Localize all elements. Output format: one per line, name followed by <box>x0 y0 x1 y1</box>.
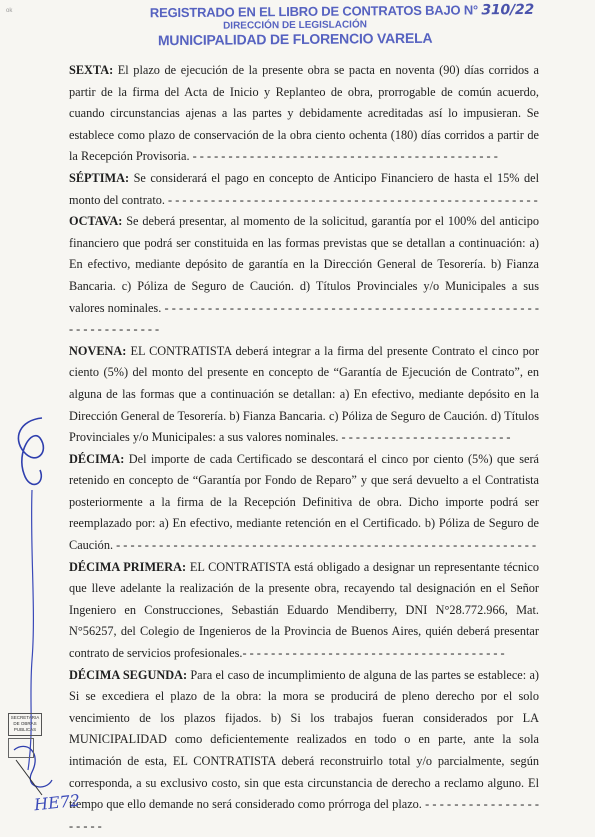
stamp-line-3: MUNICIPALIDAD DE FLORENCIO VARELA <box>157 29 433 49</box>
clause-heading: SÉPTIMA: <box>69 170 130 185</box>
seal-mark <box>8 738 34 758</box>
document-body <box>69 60 539 837</box>
stamp-line-1: REGISTRADO EN EL LIBRO DE CONTRATOS BAJO N° <box>149 2 479 21</box>
margin-signature <box>2 400 62 830</box>
clause-text: Se considerará el pago en concepto de Anticipo Financiero de hasta el 15% del monto del contrato. - - - - - - - - - - - - - - - - - - - - - - - - - - - - - - - - - - - - - - - - - - - - - - - - - - - - <box>69 170 539 207</box>
corner-mark-left: ok <box>6 8 13 14</box>
clause-decima-segunda <box>69 665 539 837</box>
registration-stamp <box>149 1 535 49</box>
clause-text: El plazo de ejecución de la presente obra se pacta en noventa (90) días corridos a partir de la firma del Acta de Inicio y Replanteo de obra, prorrogable de común acuerdo, cuando circunstancias ajenas a las partes y debidamente acreditadas así lo impusieran. Se establece como plazo de conservación de la obra ciento ochenta (180) días corridos a partir de la Recepción Provisoria. - - - - - - - - - - - - - - - - - - - - - - - - - - - - - - - - - - - - - - - - - - - <box>69 63 539 164</box>
clause-text: Para el caso de incumplimiento de alguna de las partes se establece: a) Si se excediera el plazo de la obra: la mora se producirá de pleno derecho por el solo vencimiento de los plazos fijados. b) Si los trabajos fueran considerados por LA MUNICIPALIDAD como deficientemente realizados en todo o en parte, ante la sola intimación de esta, EL CONTRATISTA deberá reconstruirlo total y/o parcialmente, según corresponda, a su exclusivo costo, sin que esta circunstancia de derecho a reclamo alguno. El tiempo que ello demande no será considerado como prórroga del plazo. - - - - - - - - - - - - - - - - - - - - - <box>69 667 539 833</box>
department-seal: SECRETARIA DE OBRAS PUBLICAS <box>8 713 42 736</box>
clause-text: Del importe de cada Certificado se descontará el cinco por ciento (5%) que será retenido en concepto de “Garantía por Fondo de Reparo” y que será devuelto a el Contratista posteriormente a la firma de la Recepción Definitiva de obra. Dicho importe podrá ser reemplazado por: a) En efectivo, mediante retención en el Certificado. b) Póliza de Seguro de Caución. - - - - - - - - - - - - - - - - - - - - - - - - - - - - - - - - - - - - - - - - - - - - - - - - - - - - - - - - - - - <box>69 451 539 553</box>
clause-text: EL CONTRATISTA deberá integrar a la firma del presente Contrato el cinco por ciento (5%) del monto del presente en concepto de “Garantía de Ejecución de Contrato”, en alguna de las formas que a continuación se detallan: a) En efectivo, mediante depósito en la Dirección General de Tesorería. b) Fianza Bancaria. c) Póliza de Seguro de Caución. d) Títulos Provinciales y/o Municipales: a sus valores nominales. - - - - - - - - - - - - - - - - - - - - - - - - <box>69 343 539 445</box>
clause-heading: DÉCIMA PRIMERA: <box>69 559 187 574</box>
stamp-line-2: DIRECCIÓN DE LEGISLACIÓN <box>223 19 367 32</box>
handwritten-page-mark: HE72 <box>33 790 81 815</box>
clause-decima-primera <box>69 557 539 665</box>
clause-decima <box>69 449 539 557</box>
clause-heading: SEXTA: <box>69 63 114 77</box>
clause-sexta <box>69 60 539 168</box>
clause-text: Se deberá presentar, al momento de la solicitud, garantía por el 100% del anticipo financiero que podrá ser constituida en las formas previstas que se detallan a continuación: a) En efectivo, mediante depósito de garantía en la Dirección General de Tesorería. b) Fianza Bancaria. c) Póliza de Seguro de Caución. d) Títulos Provinciales y/o Municipales a sus valores nominales. - - - - - - - - - - - - - - - - - - - - - - - - - - - - - - - - - - - - - - - - - - - - - - - - - - - - - - - - - - - - - - - - - <box>69 214 539 337</box>
stamp-number: 310/22 <box>481 1 535 19</box>
clause-heading: DÉCIMA: <box>69 451 125 466</box>
clause-text: EL CONTRATISTA está obligado a designar un representante técnico que lleve adelante la realización de la presente obra, recayendo tal designación en el Señor Ingeniero en Construcciones, Sebastián Eduardo Mendiberry, DNI N°28.772.966, Mat. N°56257, del Colegio de Ingenieros de la Provincia de Buenos Aires, quién deberá presentar contrato de servicios profesionales.- - - - - - - - - - - - - - - - - - - - - - - - - - - - - - - - - - - - - <box>69 559 539 661</box>
clause-novena <box>69 341 539 449</box>
clause-octava <box>69 211 539 341</box>
clause-heading: NOVENA: <box>69 343 127 358</box>
clause-heading: DÉCIMA SEGUNDA: <box>69 667 188 682</box>
clause-heading: OCTAVA: <box>69 214 123 229</box>
clause-septima <box>69 168 539 211</box>
